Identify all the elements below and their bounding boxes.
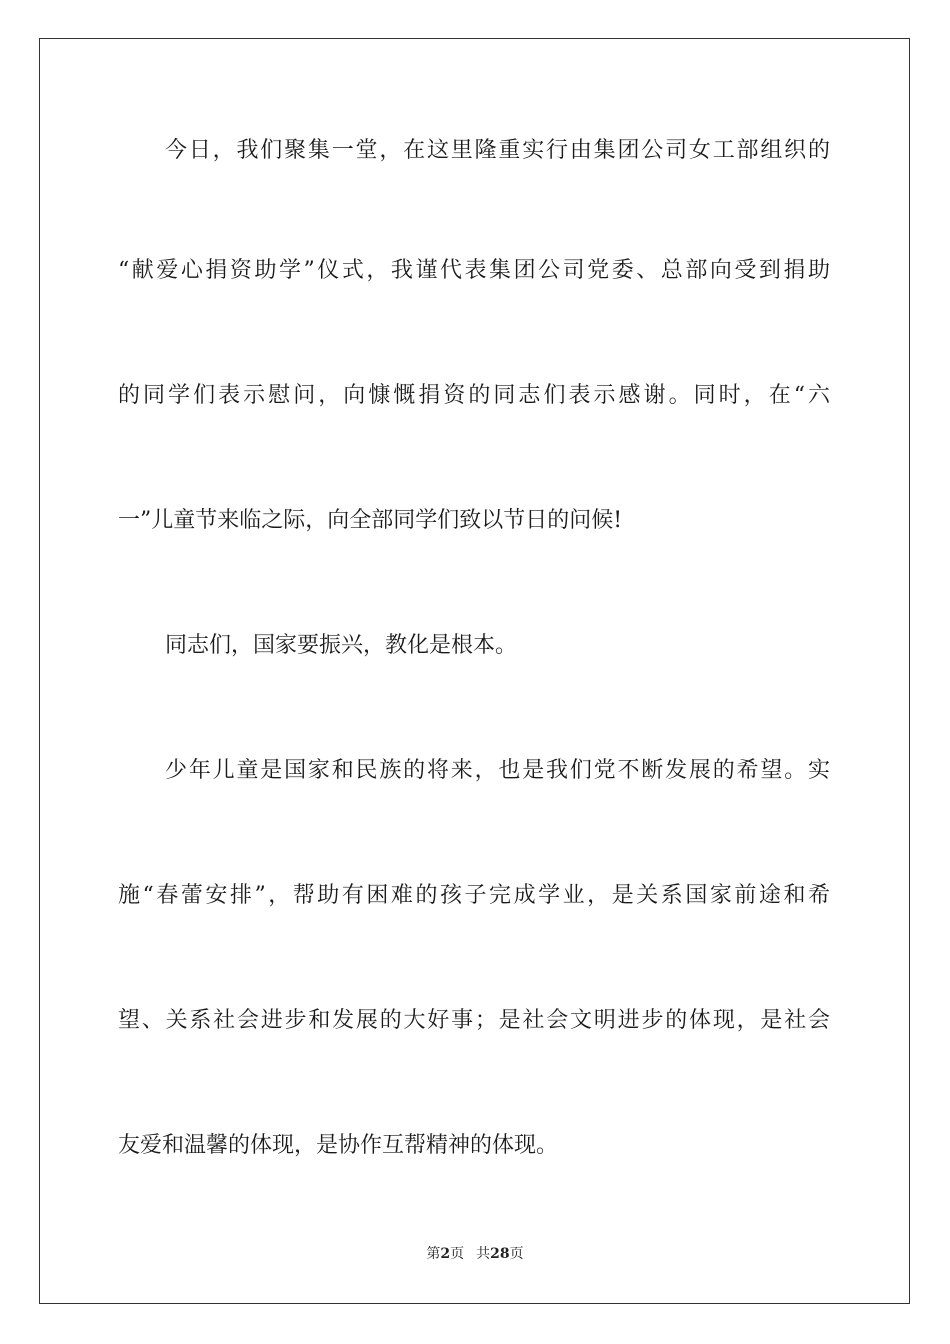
paragraph-3-line-1: 少年儿童是国家和民族的将来，也是我们党不断发展的希望。实 xyxy=(165,758,830,783)
paragraph-1-line-1: 今日，我们聚集一堂，在这里隆重实行由集团公司女工部组织的 xyxy=(165,138,830,163)
paragraph-2-line-1: 同志们，国家要振兴，教化是根本。 xyxy=(165,633,518,658)
paragraph-1-line-3: 的同学们表示慰问，向慷慨捐资的同志们表示感谢。同时，在“六 xyxy=(118,383,830,408)
total-suffix: 页 xyxy=(509,1246,524,1262)
total-pages: 28 xyxy=(490,1246,510,1262)
paragraph-3-line-2: 施“春蕾安排”，帮助有困难的孩子完成学业，是关系国家前途和希 xyxy=(118,883,830,908)
page-number: 2 xyxy=(440,1246,451,1262)
paragraph-3-line-3: 望、关系社会进步和发展的大好事；是社会文明进步的体现，是社会 xyxy=(118,1008,830,1033)
total-prefix: 共 xyxy=(476,1246,491,1262)
paragraph-1-line-4: 一”儿童节来临之际，向全部同学们致以节日的问候! xyxy=(118,508,623,533)
page-frame xyxy=(39,38,910,1304)
page-prefix: 第 xyxy=(426,1246,441,1262)
paragraph-3-line-4: 友爱和温馨的体现，是协作互帮精神的体现。 xyxy=(118,1133,559,1158)
paragraph-1-line-2: “献爱心捐资助学”仪式，我谨代表集团公司党委、总部向受到捐助 xyxy=(118,258,830,283)
page-footer xyxy=(0,1245,950,1263)
page-suffix: 页 xyxy=(450,1246,465,1262)
